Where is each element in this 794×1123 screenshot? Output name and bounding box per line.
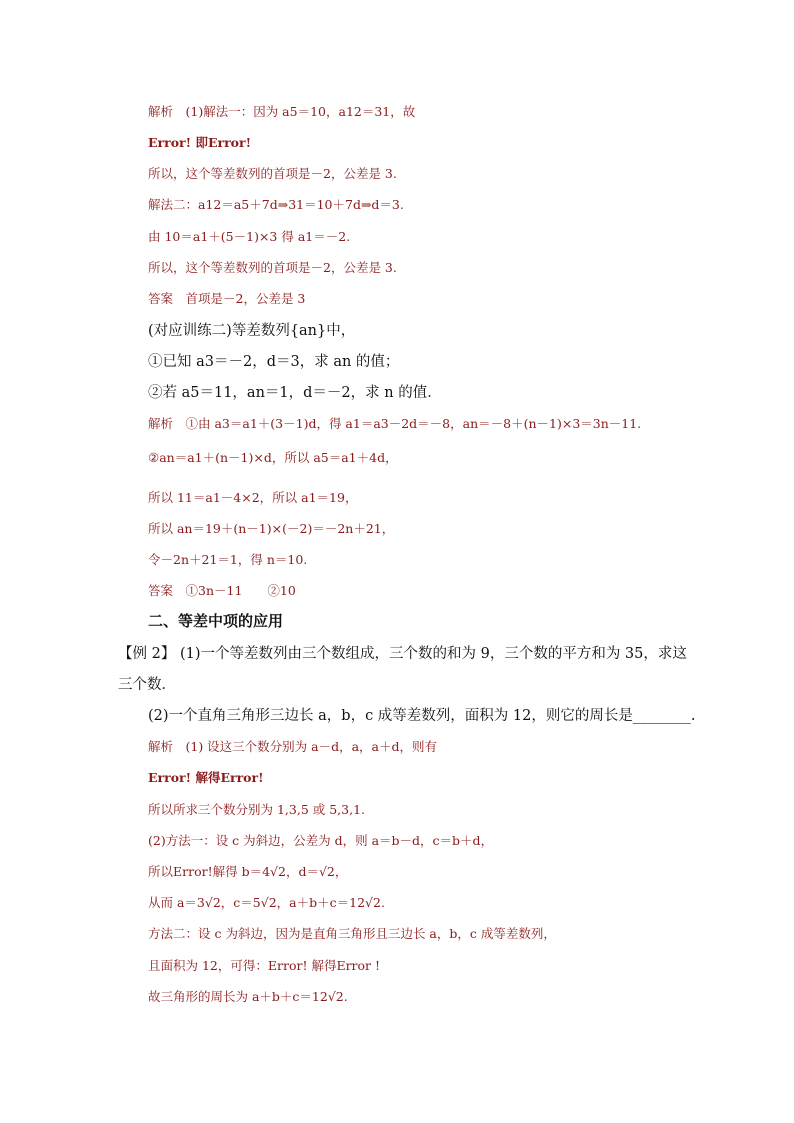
solution-line-28: 且面积为 12，可得：Error! 解得Error ! <box>148 958 381 973</box>
solution-line-15: 令－2n＋21＝1，得 n＝10. <box>148 552 308 567</box>
solution-line-12: ②an＝a1＋(n－1)×d，所以 a5＝a1＋4d， <box>148 450 398 465</box>
solution-line-6: 所以，这个等差数列的首项是－2，公差是 3. <box>148 260 397 275</box>
exercise-part-2: ②若 a5＝11，an＝1，d＝－2，求 n 的值． <box>148 385 442 401</box>
solution-line-14: 所以 an＝19＋(n－1)×(－2)＝－2n＋21， <box>148 521 395 536</box>
solution-line-24: (2)方法一：设 c 为斜边，公差为 d，则 a＝b－d，c＝b＋d， <box>148 833 494 848</box>
example-2-part-2: (2)一个直角三角形三边长 a，b，c 成等差数列，面积为 12，则它的周长是________. <box>148 708 696 724</box>
error-line-2: Error! 解得Error! <box>148 770 264 785</box>
error-line-1: Error! 即Error! <box>148 135 252 150</box>
solution-line-13: 所以 11＝a1－4×2，所以 a1＝19， <box>148 490 358 505</box>
example-2-line-1: 【例 2】 (1)一个等差数列由三个数组成，三个数的和为 9，三个数的平方和为 35，求这 <box>118 646 687 662</box>
solution-line-11: 解析 ①由 a3＝a1＋(3－1)d，得 a1＝a3－2d＝－8，an＝－8＋(n－1)×3＝3n－11. <box>148 416 642 431</box>
section-heading: 二、等差中项的应用 <box>148 612 284 630</box>
solution-line-1: 解析 (1)解法一：因为 a5＝10，a12＝31，故 <box>148 104 416 119</box>
answer-line-1: 答案 首项是－2，公差是 3 <box>148 291 306 306</box>
solution-line-4: 解法二：a12＝a5＋7d⇒31＝10＋7d⇒d＝3. <box>148 197 404 212</box>
solution-line-21: 解析 (1) 设这三个数分别为 a－d，a，a＋d，则有 <box>148 739 438 754</box>
solution-line-25: 所以Error!解得 b＝4√2，d＝√2， <box>148 864 348 879</box>
exercise-part-1: ①已知 a3＝－2，d＝3，求 an 的值； <box>148 354 400 370</box>
solution-line-26: 从而 a＝3√2，c＝5√2，a＋b＋c＝12√2. <box>148 895 385 910</box>
answer-line-2: 答案 ①3n－11 ②10 <box>148 583 296 598</box>
solution-line-3: 所以，这个等差数列的首项是－2，公差是 3. <box>148 166 397 181</box>
example-2-line-2: 三个数． <box>118 677 176 693</box>
solution-line-23: 所以所求三个数分别为 1,3,5 或 5,3,1. <box>148 802 366 817</box>
exercise-title: (对应训练二)等差数列{an}中， <box>148 323 356 339</box>
solution-line-27: 方法二：设 c 为斜边，因为是直角三角形且三边长 a，b，c 成等差数列， <box>148 926 556 941</box>
solution-line-29: 故三角形的周长为 a＋b＋c＝12√2. <box>148 989 348 1004</box>
solution-line-5: 由 10＝a1＋(5－1)×3 得 a1＝－2. <box>148 229 351 244</box>
